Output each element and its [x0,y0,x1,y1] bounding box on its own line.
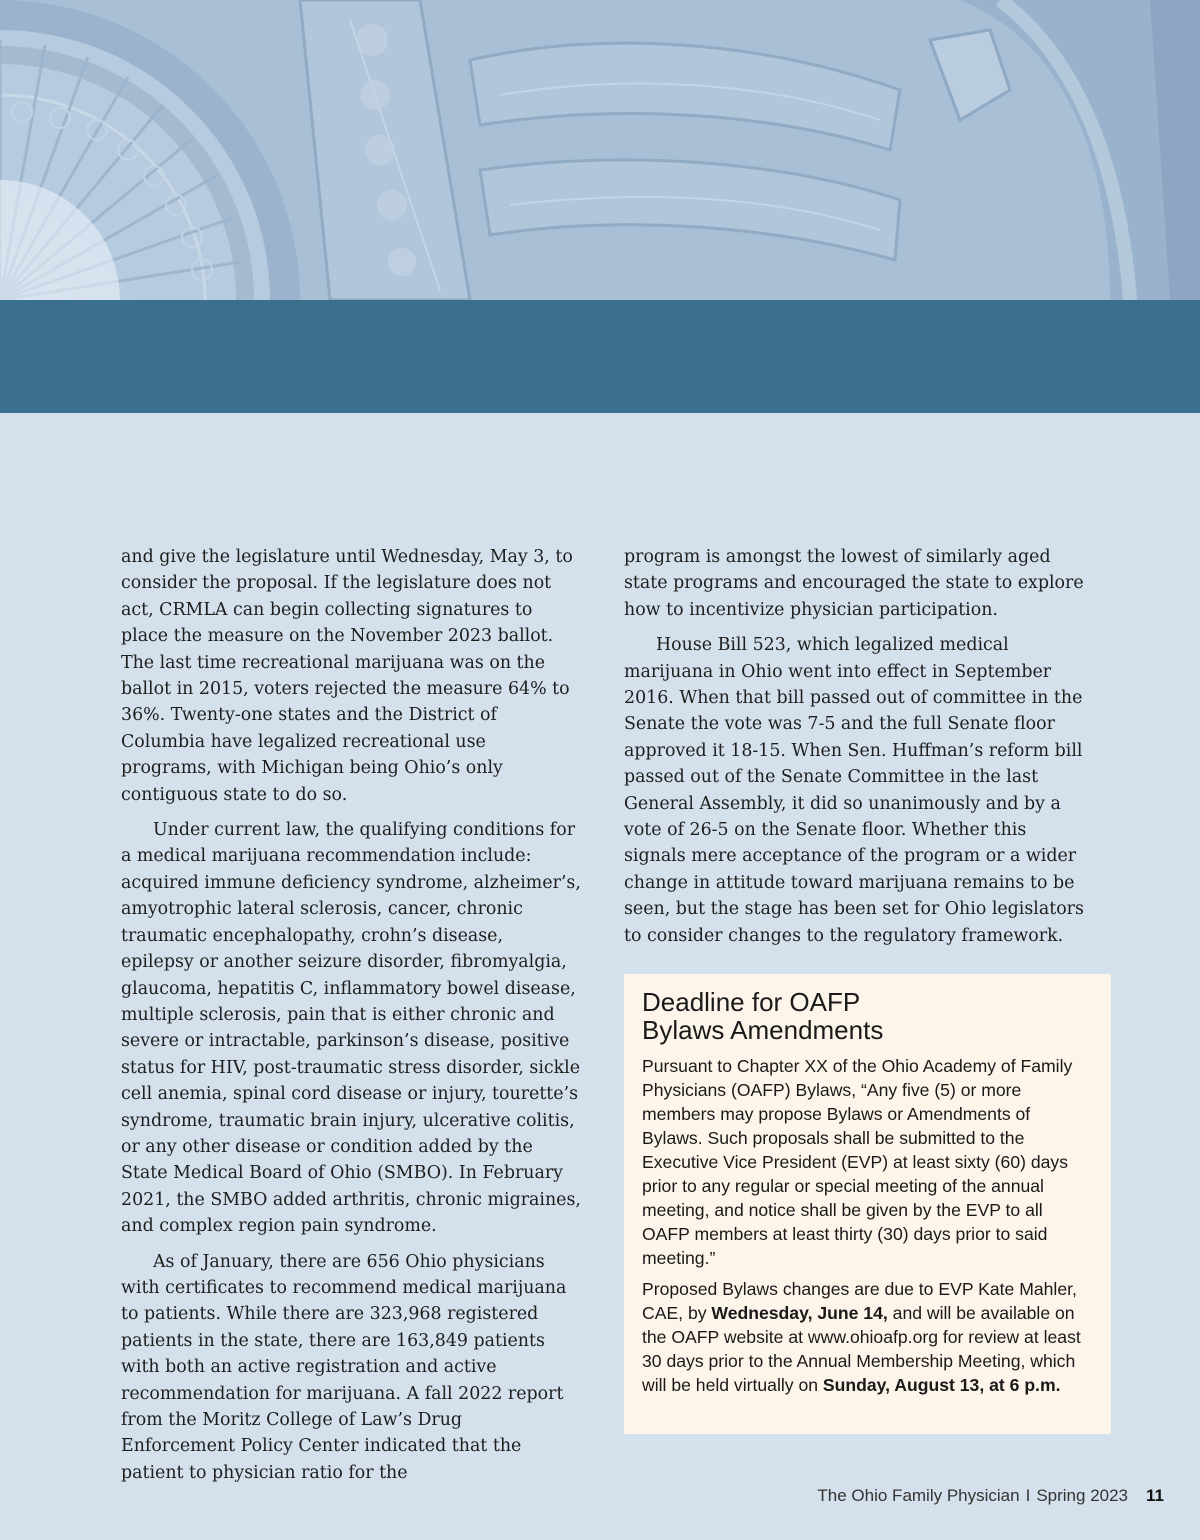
article-paragraph: and give the legislature until Wednesday, May 3, to consider the proposal. If the legislature does not act, CRMLA can begin collecting signatures to place the measure on the November 2023 ballot. The last time recreational marijuana was on the ballot in 2015, voters rejected the measure 64% to 36%. Twenty-one states and the District of Columbia have legalized recreational use programs, with Michigan being Ohio’s only contiguous state to do so. [121,547,573,805]
article-right-column [624,544,1084,958]
deadline-text-b: and will be available on the OAFP website at www.ohioafp.org for review at least 30 days prior to the Annual Membership Meeting, which will be held virtually on [642,1303,1081,1395]
deadline-date: Wednesday, June 14, [711,1303,888,1323]
bylaws-deadline-sidebar [624,974,1111,1434]
page-number: 11 [1146,1486,1164,1505]
issue-label: Spring 2023 [1036,1486,1129,1505]
capitol-dome-illustration [0,0,1200,300]
deadline-text-a: Proposed Bylaws changes are due to EVP Kate Mahler, CAE, by [642,1279,1077,1323]
footer-separator: I [1025,1486,1031,1505]
hero-image [0,0,1200,300]
sidebar-title [642,988,1093,1044]
meeting-date: Sunday, August 13, at 6 p.m. [822,1375,1061,1395]
article-paragraph: program is amongst the lowest of similarly aged state programs and encouraged the state to explore how to incentivize physician participation. [624,547,1084,620]
page-footer [817,1486,1164,1506]
article-left-column [121,544,581,1495]
article-paragraph: House Bill 523, which legalized medical marijuana in Ohio went into effect in September 2016. When that bill passed out of committee in the Senate the vote was 7-5 and the full Senate floor approved it 18-15. When Sen. Huffman’s reform bill passed out of the Senate Committee in the last General Assembly, it did so unanimously and by a vote of 26-5 on the Senate floor. Whether this signals mere acceptance of the program or a wider change in attitude toward marijuana remains to be seen, but the stage has been set for Ohio legislators to consider changes to the regulatory framework. [624,635,1084,946]
sidebar-title-line-2: Bylaws Amendments [642,1015,884,1045]
publication-name: The Ohio Family Physician [817,1486,1020,1505]
sidebar-paragraph-quote: Pursuant to Chapter XX of the Ohio Academy of Family Physicians (OAFP) Bylaws, “Any five (5) or more members may propose Bylaws or Amendments of Bylaws. Such proposals shall be submitted to the Executive Vice President (EVP) at least sixty (60) days prior to any regular or special meeting of the annual meeting, and notice shall be given by the EVP to all OAFP members at least thirty (30) days prior to said meeting.” [642,1056,1073,1268]
header-band [0,300,1200,413]
article-paragraph: Under current law, the qualifying conditions for a medical marijuana recommendation include: acquired immune deficiency syndrome, alzheimer’s, amyotrophic lateral sclerosis, cancer, chronic traumatic encephalopathy, crohn’s disease, epilepsy or another seizure disorder, fibromyalgia, glaucoma, hepatitis C, inflammatory bowel disease, multiple sclerosis, pain that is either chronic and severe or intractable, parkinson’s disease, positive status for HIV, post-traumatic stress disorder, sickle cell anemia, spinal cord disease or injury, tourette’s syndrome, traumatic brain injury, ulcerative colitis, or any other disease or condition added by the State Medical Board of Ohio (SMBO). In February 2021, the SMBO added arthritis, chronic migraines, and complex region pain syndrome. [121,820,581,1237]
article-paragraph: As of January, there are 656 Ohio physicians with certificates to recommend medical marijuana to patients. While there are 323,968 registered patients in the state, there are 163,849 patients with both an active registration and active recommendation for marijuana. A fall 2022 report from the Moritz College of Law’s Drug Enforcement Policy Center indicated that the patient to physician ratio for the [121,1251,567,1483]
sidebar-paragraph-deadline [642,1277,1093,1397]
sidebar-title-line-1: Deadline for OAFP [642,987,861,1017]
